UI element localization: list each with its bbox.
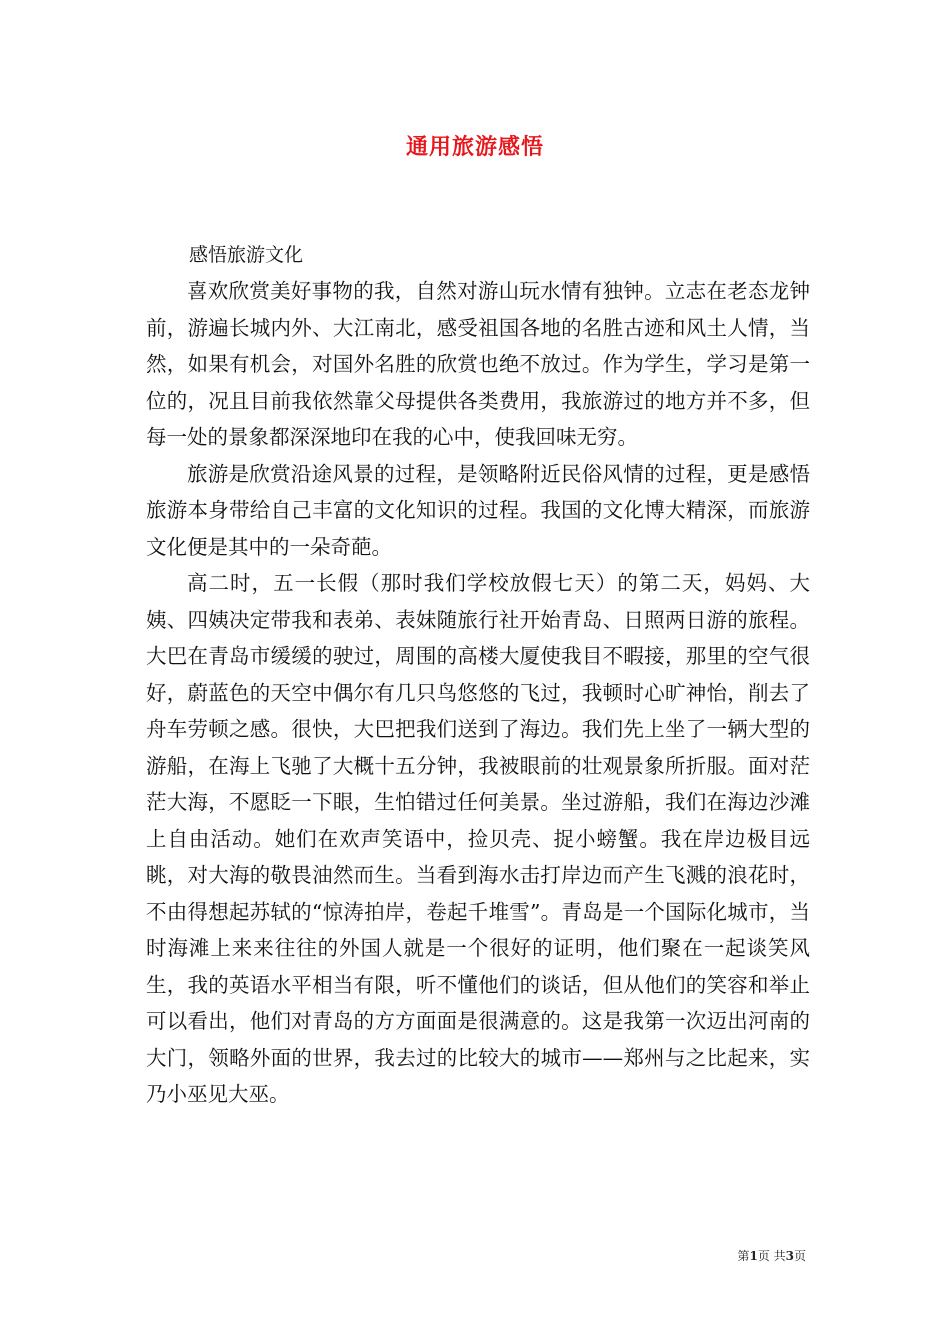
paragraph-2: 旅游是欣赏沿途风景的过程，是领略附近民俗风情的过程，更是感悟旅游本身带给自己丰富的文化知识的过程。我国的文化博大精深，而旅游文化便是其中的一朵奇葩。: [146, 461, 810, 559]
section-heading: 感悟旅游文化: [189, 244, 304, 266]
paragraph-1: 喜欢欣赏美好事物的我，自然对游山玩水情有独钟。立志在老态龙钟前，游遍长城内外、大江南北，感受祖国各地的名胜古迹和风土人情，当然，如果有机会，对国外名胜的欣赏也绝不放过。作为学生，学习是第一位的，况且目前我依然靠父母提供各类费用，我旅游过的地方并不多，但每一处的景象都深深地印在我的心中，使我回味无穷。: [146, 279, 810, 449]
paragraph-3: 高二时，五一长假（那时我们学校放假七天）的第二天，妈妈、大姨、四姨决定带我和表弟、表妹随旅行社开始青岛、日照两日游的旅程。大巴在青岛市缓缓的驶过，周围的高楼大厦使我目不暇接，那里的空气很好，蔚蓝色的天空中偶尔有几只鸟悠悠的飞过，我顿时心旷神怡，削去了舟车劳顿之感。很快，大巴把我们送到了海边。我们先上坐了一辆大型的游船，在海上飞驰了大概十五分钟，我被眼前的壮观景象所折服。面对茫茫大海，不愿眨一下眼，生怕错过任何美景。坐过游船，我们在海边沙滩上自由活动。她们在欢声笑语中，捡贝壳、捉小螃蟹。我在岸边极目远眺，对大海的敬畏油然而生。当看到海水击打岸边而产生飞溅的浪花时，不由得想起苏轼的“惊涛拍岸，卷起千堆雪”。青岛是一个国际化城市，当时海滩上来来往往的外国人就是一个很好的证明，他们聚在一起谈笑风生，我的英语水平相当有限，听不懂他们的谈话，但从他们的笑容和举止可以看出，他们对青岛的方方面面是很满意的。这是我第一次迈出河南的大门，领略外面的世界，我去过的比较大的城市——郑州与之比起来，实乃小巫见大巫。: [146, 571, 810, 1106]
page-footer: [0, 1247, 806, 1264]
current-page-number: 1: [749, 1249, 758, 1263]
document-title: 通用旅游感悟: [405, 134, 544, 160]
footer-middle: 页 共: [757, 1249, 786, 1263]
footer-prefix: 第: [737, 1249, 750, 1263]
document-body: [146, 273, 810, 1113]
total-pages-number: 3: [785, 1249, 794, 1263]
footer-suffix: 页: [793, 1249, 806, 1263]
